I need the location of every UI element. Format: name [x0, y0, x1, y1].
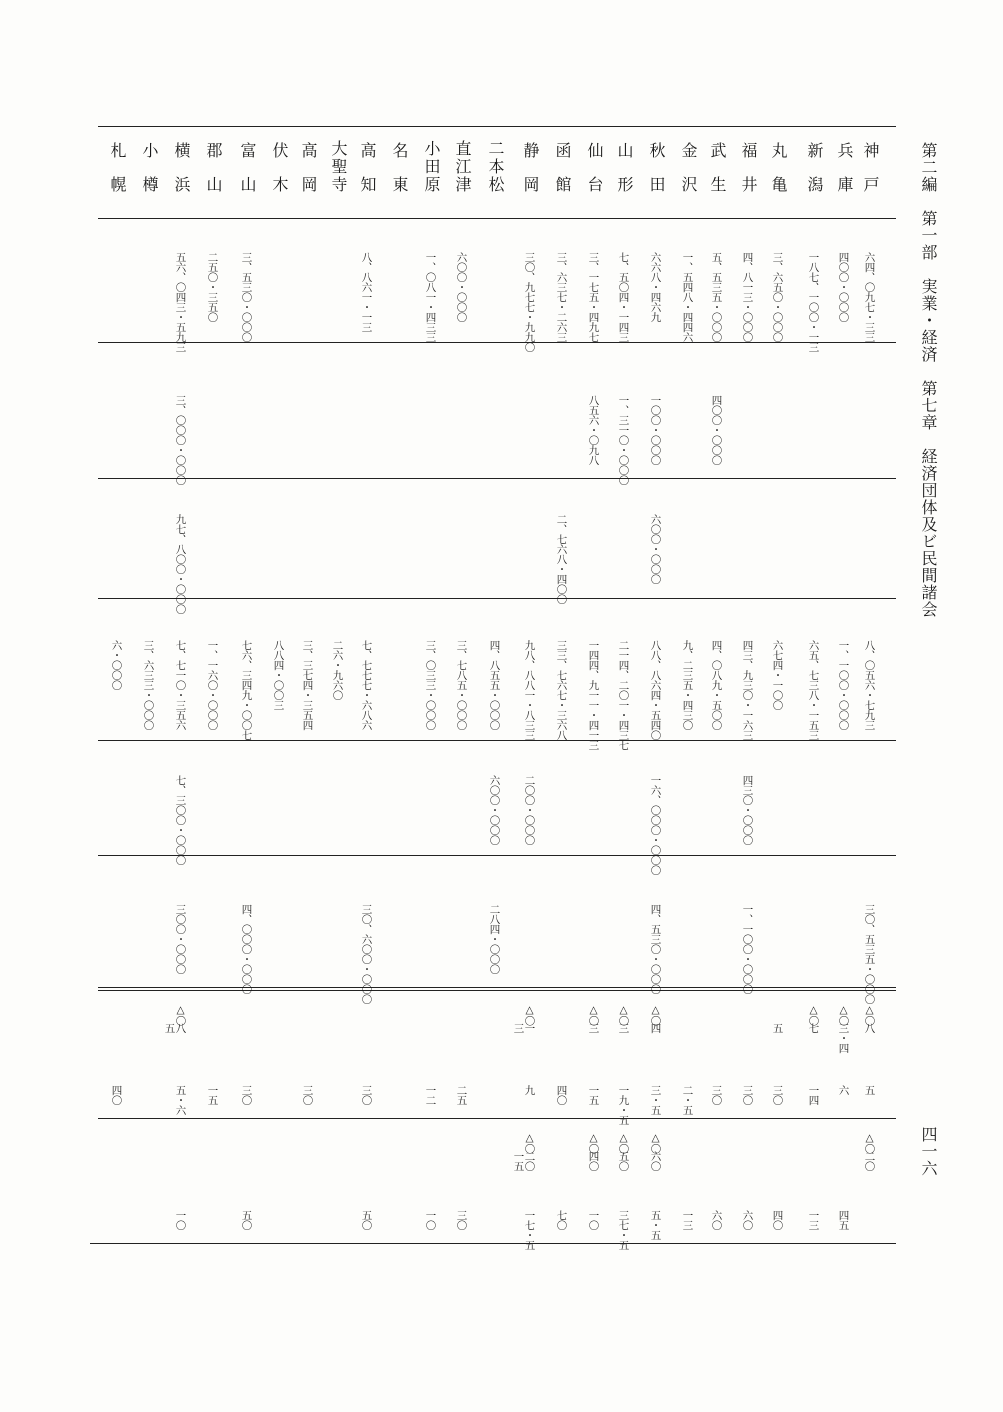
table-cell: 五	[863, 1085, 876, 1095]
table-cell: △〇	[617, 1132, 630, 1154]
table-cell: 九	[523, 1085, 536, 1095]
table-cell: △〇	[863, 1004, 876, 1026]
table-cell: 七、三〇〇・〇〇〇	[174, 775, 187, 865]
table-cell: 六	[837, 1085, 850, 1095]
table-cell: 三・四	[837, 1023, 850, 1053]
table-cell: 五〇	[617, 1151, 630, 1171]
city-header: 郡山	[204, 142, 223, 210]
table-cell: 一二	[424, 1085, 437, 1105]
running-title: 第二編 第一部 実業・経済 第七章 経済団体及ビ民間諸会	[919, 142, 938, 618]
table-cell: 三〇、五三五・〇〇〇	[863, 904, 876, 1004]
table-cell: 五〇	[240, 1210, 253, 1230]
city-header: 金沢	[679, 142, 698, 210]
table-cell: 二一四、二〇一・四三七	[617, 640, 630, 750]
table-cell: 一〇	[174, 1210, 187, 1230]
table-cell: △〇	[617, 1004, 630, 1026]
city-header: 仙台	[585, 142, 604, 210]
table-cell: 五・六	[174, 1085, 187, 1115]
row-rule-5	[98, 855, 896, 856]
table-cell: 八八四・〇〇三	[272, 640, 285, 710]
table-cell: 九七、八〇〇・〇〇〇	[174, 514, 187, 614]
table-cell: 三、五三〇・〇〇〇	[240, 252, 253, 342]
city-header: 直江津	[453, 140, 472, 194]
table-cell: 八、〇五六・七九三	[863, 640, 876, 730]
table-cell: 四〇	[587, 1151, 600, 1171]
table-cell: 三・五	[649, 1085, 662, 1115]
table-cell: 六〇〇・〇〇〇	[488, 775, 501, 845]
row-rule-6	[98, 987, 896, 988]
table-cell: 三、一七五・四九七	[587, 252, 600, 342]
table-cell: 五・五	[649, 1210, 662, 1240]
city-header: 新潟	[805, 142, 824, 210]
table-cell: 三七・五	[617, 1210, 630, 1250]
table-cell: 八八、八六四・五四〇	[649, 640, 662, 740]
table-cell: 一五	[206, 1085, 219, 1105]
table-cell: 四五	[837, 1210, 850, 1230]
table-cell: 四、五三〇・〇〇〇	[649, 904, 662, 994]
table-cell: 四〇	[110, 1085, 123, 1105]
city-header: 高岡	[299, 142, 318, 210]
table-cell: 七、五〇四・一四三	[617, 252, 630, 342]
table-cell: 九八、八八一・八三三	[523, 640, 536, 740]
city-header: 静岡	[521, 142, 540, 210]
city-header: 丸亀	[769, 142, 788, 210]
table-cell: 一八七、一〇〇・一三	[807, 252, 820, 352]
table-cell: 一六、〇〇〇・〇〇〇	[649, 775, 662, 875]
table-cell: 四、〇八九・五〇〇	[710, 640, 723, 730]
table-cell: 二、七六八・四〇〇	[555, 514, 568, 604]
page-number: 四一六	[919, 1126, 938, 1177]
table-cell: 二八四・〇〇〇	[488, 904, 501, 974]
table-cell: △〇	[174, 1004, 187, 1026]
city-header: 二本松	[486, 140, 505, 194]
table-cell: 八	[863, 1023, 876, 1033]
table-cell: 四〇〇・〇〇〇	[837, 252, 850, 322]
city-header: 小田原	[422, 140, 441, 194]
table-cell: △〇	[587, 1132, 600, 1154]
table-cell: 二五〇・三五〇	[206, 252, 219, 322]
table-cell: △〇	[523, 1132, 536, 1154]
row-rule-7	[98, 1118, 896, 1119]
table-cell: 三〇〇・〇〇〇	[174, 904, 187, 974]
table-cell: 一四	[807, 1085, 820, 1105]
table-cell: 三、〇〇〇・〇〇〇	[174, 395, 187, 485]
table-cell: 一、五四八・四四六	[681, 252, 694, 342]
city-header: 武生	[708, 142, 727, 210]
table-cell: △〇	[587, 1004, 600, 1026]
table-cell: 七、七一〇・三五六	[174, 640, 187, 730]
table-cell: 七六、三四九・〇〇七	[240, 640, 253, 740]
table-cell: 六六八・四六九	[649, 252, 662, 322]
city-header: 神戸	[861, 142, 880, 210]
table-cell: 四、八五五・〇〇〇	[488, 640, 501, 730]
table-cell: 一〇〇・〇〇〇	[649, 395, 662, 465]
table-cell: 三〇	[240, 1085, 253, 1105]
table-cell: 五、五三五・〇〇〇	[710, 252, 723, 342]
row-rule-1	[98, 342, 896, 343]
table-cell: 一九・五	[617, 1085, 630, 1125]
table-cell: 二五	[455, 1085, 468, 1105]
table-cell: 四三〇・〇〇〇	[741, 775, 754, 845]
table-cell: 七、七七七・六八六	[360, 640, 373, 730]
table-cell: 五〇	[360, 1210, 373, 1230]
city-header: 小樽	[140, 142, 159, 210]
table-cell: 六五、七三八・一五三	[807, 640, 820, 740]
table-cell: △〇	[863, 1132, 876, 1154]
city-header: 富山	[238, 142, 257, 210]
table-cell: 一、一六〇・〇〇〇	[206, 640, 219, 730]
city-header: 大聖寺	[329, 140, 348, 194]
table-cell: 六四、〇九七・三三	[863, 252, 876, 342]
table-cell: △〇	[649, 1004, 662, 1026]
table-cell: 一七・五	[523, 1210, 536, 1250]
city-header: 山形	[615, 142, 634, 210]
table-cell: △〇	[649, 1132, 662, 1154]
table-cell: 五六、〇四三・五九三	[174, 252, 187, 352]
table-cell: 二〇	[523, 1151, 536, 1171]
table-cell: 二・五	[681, 1085, 694, 1115]
city-header: 高知	[358, 142, 377, 210]
table-cell: 六〇〇・〇〇〇	[649, 514, 662, 584]
table-cell: 三〇	[710, 1085, 723, 1105]
table-cell: 一〇	[587, 1210, 600, 1230]
table-cell: 六・〇〇〇	[110, 640, 123, 690]
table-cell: 四、〇〇〇・〇〇〇	[240, 904, 253, 994]
table-cell: 六〇	[741, 1210, 754, 1230]
city-header: 兵庫	[835, 142, 854, 210]
table-cell: 三	[512, 1023, 525, 1033]
table-cell: 八五六・〇九八	[587, 395, 600, 465]
table-cell: 一三	[681, 1210, 694, 1230]
city-header: 函館	[553, 142, 572, 210]
table-cell: 一〇	[424, 1210, 437, 1230]
table-cell: 六七四・一〇〇	[771, 640, 784, 710]
table-cell: 四〇	[555, 1085, 568, 1105]
table-cell: 四三、九三〇・一六三	[741, 640, 754, 740]
city-header: 伏木	[270, 142, 289, 210]
table-cell: 三、三七四・三五四	[301, 640, 314, 730]
table-cell: 一三	[807, 1210, 820, 1230]
table-cell: 六〇	[649, 1151, 662, 1171]
city-header: 札幌	[108, 142, 127, 210]
table-cell: 四、八一三・〇〇〇	[741, 252, 754, 342]
table-cell: 四〇	[771, 1210, 784, 1230]
table-cell: 一、一〇〇・〇〇〇	[741, 904, 754, 994]
table-top-rule	[98, 126, 896, 127]
table-header-rule	[98, 218, 896, 219]
city-header: 名東	[390, 142, 409, 210]
row-rule-2	[98, 478, 896, 479]
table-cell: 八、八六一・一三	[360, 252, 373, 332]
table-cell: △〇	[837, 1004, 850, 1026]
table-bottom-rule	[90, 1243, 896, 1244]
row-rule-4	[98, 740, 896, 741]
city-header: 秋田	[647, 142, 666, 210]
table-cell: 二〇	[863, 1151, 876, 1171]
row-rule-3	[98, 598, 896, 599]
table-cell: 三〇	[360, 1085, 373, 1105]
table-cell: 三〇、六〇〇・〇〇〇	[360, 904, 373, 1004]
table-cell: 三	[587, 1023, 600, 1033]
table-cell: 五	[163, 1023, 176, 1033]
table-cell: △〇	[523, 1004, 536, 1026]
table-cell: 三三、七六七・三六八	[555, 640, 568, 740]
table-cell: 三、〇三三・〇〇〇	[424, 640, 437, 730]
table-cell: 一、三一〇・〇〇〇	[617, 395, 630, 485]
table-cell: 三〇、九七七・九九〇	[523, 252, 536, 352]
table-cell: 一、〇八一・四三三	[424, 252, 437, 342]
row-rule-6b	[98, 990, 896, 991]
table-cell: 三、六五〇・〇〇〇	[771, 252, 784, 342]
table-cell: 三、七八五・〇〇〇	[455, 640, 468, 730]
table-cell: 一四四、九一一・四一三	[587, 640, 600, 750]
city-header: 横浜	[172, 142, 191, 210]
table-cell: 七	[807, 1023, 820, 1033]
table-cell: 三〇	[741, 1085, 754, 1105]
table-cell: 五	[771, 1023, 784, 1033]
table-cell: 二〇〇・〇〇〇	[523, 775, 536, 845]
table-cell: 三、六三七・二六三	[555, 252, 568, 342]
table-cell: 六〇	[710, 1210, 723, 1230]
table-cell: 一五	[512, 1151, 525, 1171]
city-header: 福井	[739, 142, 758, 210]
table-cell: 八	[174, 1023, 187, 1033]
table-cell: 六〇〇・〇〇〇	[455, 252, 468, 322]
table-cell: 一	[523, 1023, 536, 1033]
table-cell: 一、一〇〇・〇〇〇	[837, 640, 850, 730]
table-cell: 三、六三三・〇〇〇	[142, 640, 155, 730]
table-cell: 四〇〇・〇〇〇	[710, 395, 723, 465]
table-cell: △〇	[807, 1004, 820, 1026]
table-cell: 七〇	[555, 1210, 568, 1230]
table-cell: 三〇	[301, 1085, 314, 1105]
table-cell: 三〇	[455, 1210, 468, 1230]
table-cell: 九、二三五・四三〇	[681, 640, 694, 730]
table-cell: 二六・九六〇	[331, 640, 344, 700]
table-cell: 四	[649, 1023, 662, 1033]
table-cell: 三	[617, 1023, 630, 1033]
table-cell: 三〇	[771, 1085, 784, 1105]
table-cell: 一五	[587, 1085, 600, 1105]
